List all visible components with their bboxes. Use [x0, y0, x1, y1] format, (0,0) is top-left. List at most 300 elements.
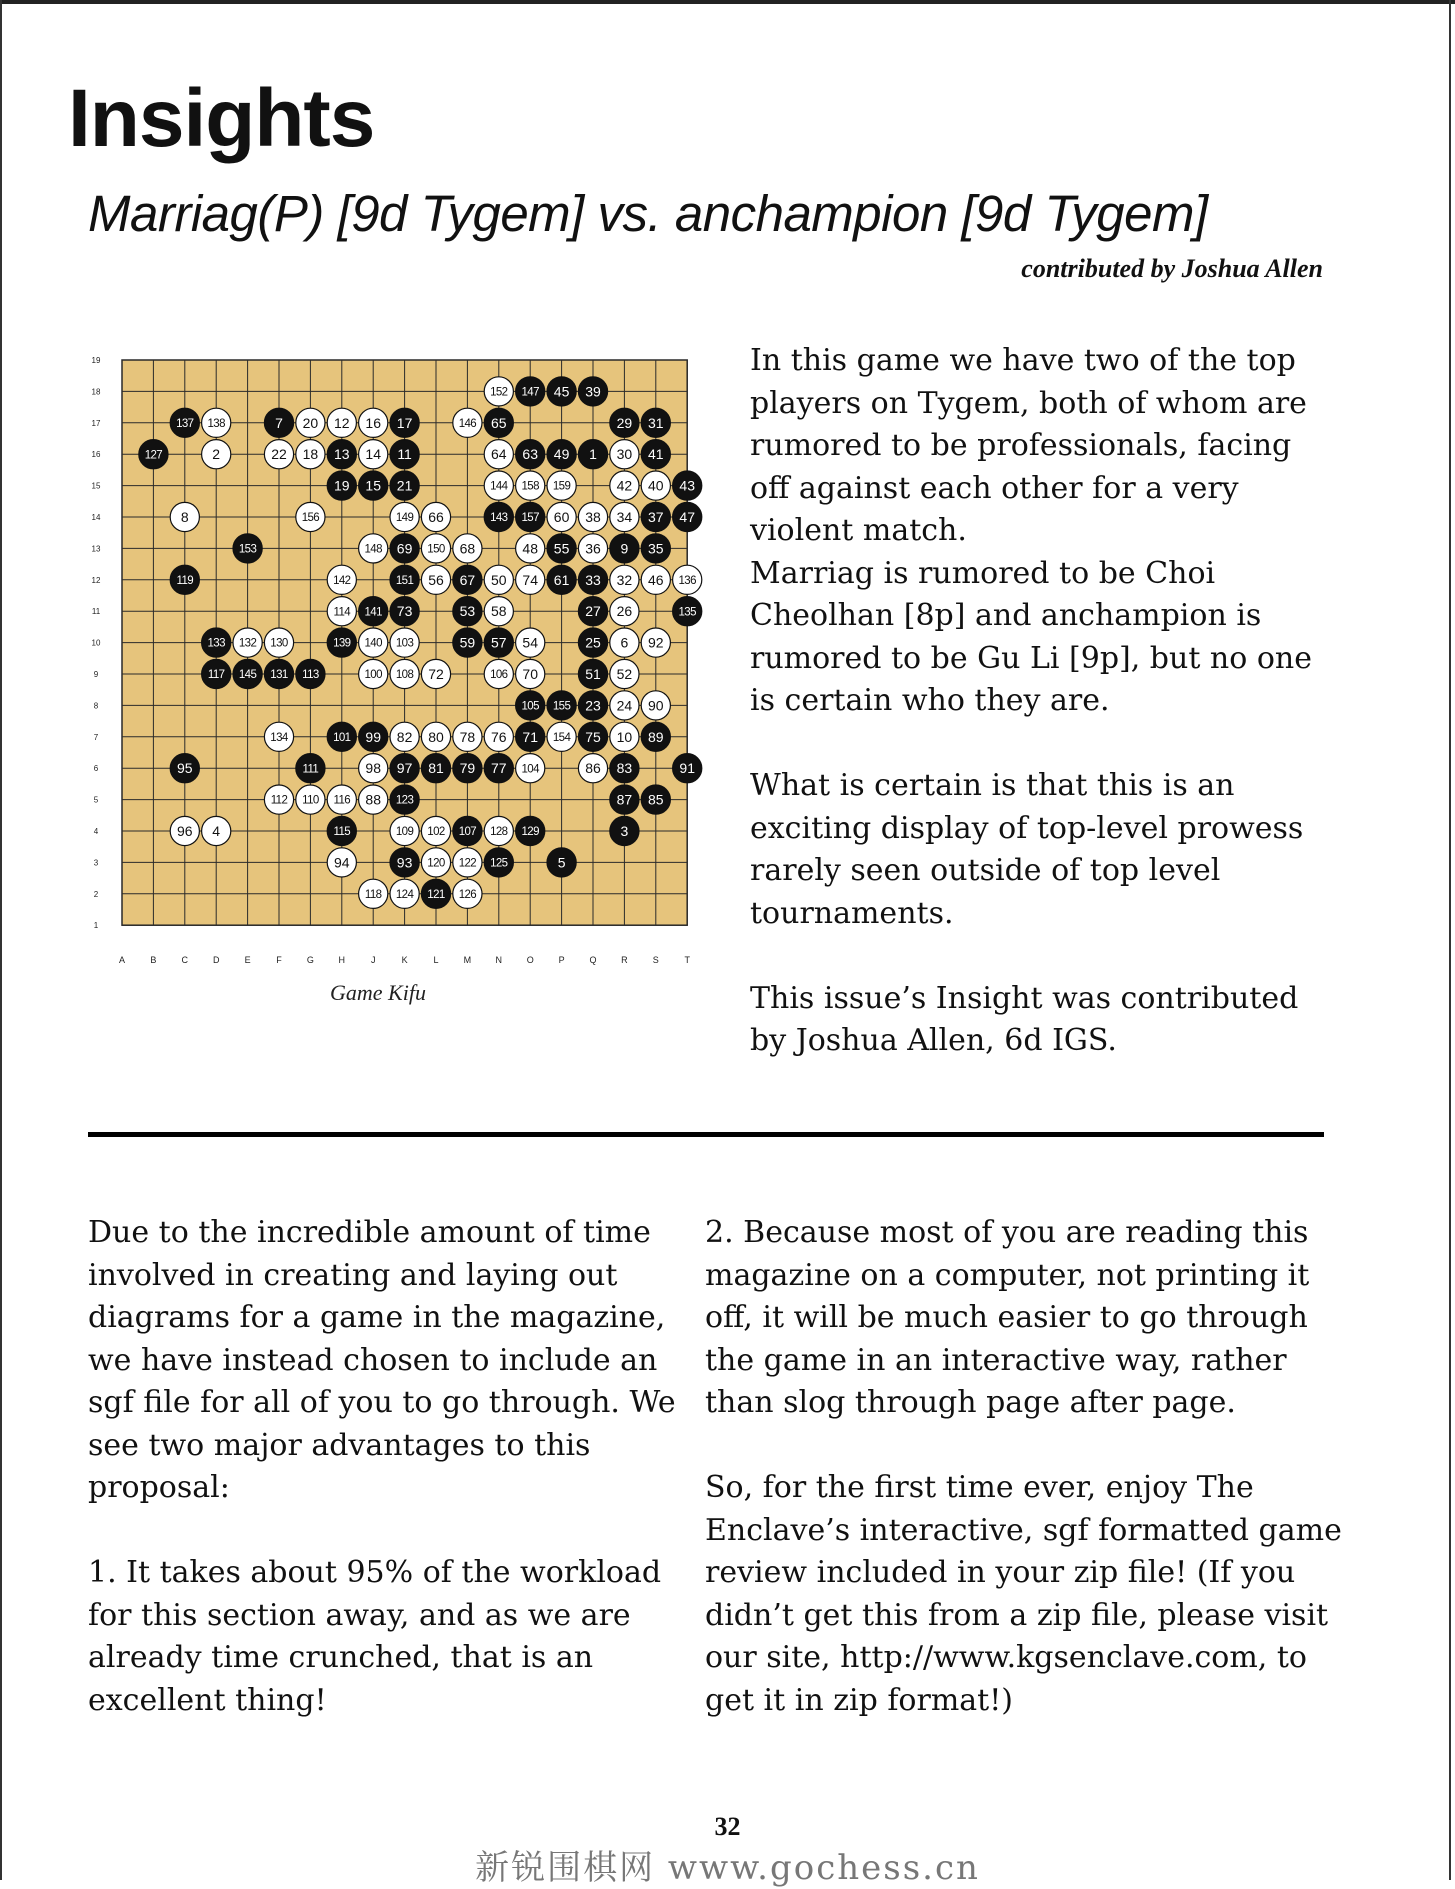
white-stone [516, 471, 545, 500]
svg-text:2: 2 [212, 446, 221, 463]
white-stone [516, 534, 545, 563]
white-stone [453, 408, 482, 437]
svg-text:129: 129 [521, 826, 539, 839]
svg-text:35: 35 [648, 540, 664, 557]
row-label: 5 [93, 795, 99, 805]
svg-text:139: 139 [333, 637, 351, 650]
black-stone [673, 754, 702, 783]
row-label: 6 [93, 764, 99, 774]
svg-text:125: 125 [490, 857, 508, 870]
black-stone [578, 597, 607, 626]
go-board-diagram [80, 345, 720, 975]
svg-text:151: 151 [395, 574, 414, 587]
white-stone [610, 722, 639, 751]
row-label: 10 [91, 638, 101, 648]
svg-text:26: 26 [616, 603, 633, 620]
svg-text:48: 48 [522, 540, 538, 557]
svg-text:149: 149 [395, 512, 414, 525]
white-stone [610, 565, 639, 594]
row-label: 11 [91, 607, 101, 617]
black-stone [327, 471, 356, 500]
svg-text:145: 145 [238, 669, 257, 682]
svg-text:6: 6 [620, 634, 629, 651]
svg-text:128: 128 [490, 826, 508, 839]
black-stone [390, 597, 419, 626]
row-label: 16 [91, 450, 101, 460]
white-stone [233, 628, 262, 657]
svg-text:116: 116 [333, 794, 351, 807]
white-stone [390, 722, 419, 751]
body-column-right [705, 1212, 1345, 1722]
row-label: 18 [91, 387, 101, 397]
white-stone [578, 754, 607, 783]
column-label: C [181, 955, 189, 966]
white-stone [202, 440, 231, 469]
white-stone [453, 722, 482, 751]
svg-text:52: 52 [616, 666, 633, 683]
svg-text:152: 152 [490, 386, 508, 399]
black-stone [233, 659, 262, 688]
svg-text:143: 143 [490, 512, 508, 525]
white-stone [641, 565, 670, 594]
white-stone [327, 785, 356, 814]
white-stone [421, 534, 450, 563]
svg-text:41: 41 [648, 446, 664, 463]
svg-text:8: 8 [180, 509, 189, 526]
row-label: 19 [91, 356, 101, 365]
white-stone [327, 597, 356, 626]
column-label: Q [589, 955, 597, 966]
black-stone [359, 471, 388, 500]
svg-text:105: 105 [521, 700, 539, 713]
svg-text:98: 98 [365, 760, 381, 777]
white-stone [578, 502, 607, 531]
svg-text:73: 73 [396, 603, 413, 620]
svg-text:110: 110 [302, 794, 319, 807]
black-stone [390, 848, 419, 877]
svg-text:120: 120 [427, 857, 445, 870]
svg-text:153: 153 [238, 543, 257, 556]
svg-text:96: 96 [177, 823, 193, 840]
svg-text:53: 53 [459, 603, 476, 620]
svg-text:22: 22 [271, 446, 287, 463]
svg-text:154: 154 [552, 731, 571, 744]
column-label: P [558, 955, 565, 966]
black-stone [296, 659, 325, 688]
white-stone [359, 534, 388, 563]
svg-text:51: 51 [585, 666, 601, 683]
column-label: O [526, 955, 534, 966]
svg-text:86: 86 [585, 760, 601, 777]
black-stone [453, 816, 482, 845]
svg-text:100: 100 [364, 669, 382, 682]
svg-text:106: 106 [490, 669, 508, 682]
svg-text:89: 89 [648, 728, 664, 745]
svg-text:83: 83 [616, 760, 633, 777]
white-stone [547, 722, 576, 751]
black-stone [547, 565, 576, 594]
white-stone [421, 659, 450, 688]
svg-text:91: 91 [679, 760, 695, 777]
svg-text:147: 147 [521, 386, 539, 399]
svg-text:32: 32 [616, 571, 633, 588]
svg-text:107: 107 [458, 826, 477, 839]
white-stone [484, 471, 513, 500]
row-label: 12 [91, 575, 101, 585]
white-stone [390, 628, 419, 657]
svg-text:88: 88 [365, 791, 381, 808]
black-stone [421, 879, 450, 908]
svg-text:137: 137 [176, 417, 194, 430]
black-stone [390, 565, 419, 594]
black-stone [641, 502, 670, 531]
page-number: 32 [714, 1812, 741, 1841]
row-label: 13 [91, 544, 101, 554]
svg-text:30: 30 [616, 446, 633, 463]
svg-text:33: 33 [585, 571, 601, 588]
board-caption: Game Kifu [330, 980, 426, 1005]
svg-text:67: 67 [459, 571, 476, 588]
black-stone [610, 408, 639, 437]
black-stone [578, 377, 607, 406]
black-stone [547, 848, 576, 877]
white-stone [484, 377, 513, 406]
column-label: E [244, 955, 251, 966]
white-stone [390, 502, 419, 531]
svg-text:76: 76 [491, 728, 507, 745]
body-paragraph-4: So, for the first time ever, enjoy The Enclave’s interactive, sgf formatted game review included in your zip file! (If you didn’t get this from a zip file, please visit our site, http://www.kgsenclave.com, to get it in zip format!) [705, 1470, 1342, 1718]
column-label: L [433, 955, 439, 966]
svg-text:92: 92 [648, 634, 664, 651]
black-stone [202, 628, 231, 657]
svg-text:156: 156 [301, 512, 320, 525]
column-label: M [463, 955, 472, 966]
white-stone [421, 816, 450, 845]
black-stone [390, 408, 419, 437]
svg-text:93: 93 [396, 854, 413, 871]
svg-text:46: 46 [648, 571, 664, 588]
svg-text:119: 119 [176, 574, 194, 587]
svg-text:141: 141 [364, 606, 382, 619]
svg-text:7: 7 [275, 414, 283, 431]
black-stone [390, 785, 419, 814]
black-stone [327, 628, 356, 657]
white-stone [296, 440, 325, 469]
black-stone [610, 816, 639, 845]
svg-text:16: 16 [365, 414, 381, 431]
svg-text:34: 34 [616, 509, 633, 526]
svg-text:122: 122 [458, 857, 477, 870]
svg-text:126: 126 [458, 888, 477, 901]
svg-text:115: 115 [333, 826, 351, 839]
svg-text:121: 121 [427, 888, 445, 901]
row-label: 8 [93, 701, 99, 711]
svg-text:99: 99 [365, 728, 381, 745]
black-stone [578, 565, 607, 594]
white-stone [610, 659, 639, 688]
svg-text:40: 40 [648, 477, 664, 494]
svg-text:42: 42 [616, 477, 633, 494]
svg-text:66: 66 [428, 509, 444, 526]
white-stone [641, 691, 670, 720]
intro-text [750, 340, 1335, 1063]
svg-text:9: 9 [620, 540, 629, 557]
black-stone [516, 816, 545, 845]
svg-text:82: 82 [396, 728, 413, 745]
white-stone [264, 722, 293, 751]
white-stone [421, 848, 450, 877]
white-stone [359, 440, 388, 469]
right-border [1449, 0, 1451, 1880]
svg-text:132: 132 [238, 637, 257, 650]
black-stone [296, 754, 325, 783]
svg-text:36: 36 [585, 540, 601, 557]
svg-text:60: 60 [553, 509, 570, 526]
svg-text:118: 118 [364, 888, 382, 901]
black-stone [484, 754, 513, 783]
white-stone [359, 879, 388, 908]
section-divider [88, 1132, 1324, 1137]
column-label: A [118, 955, 126, 966]
black-stone [578, 659, 607, 688]
white-stone [484, 816, 513, 845]
white-stone [516, 565, 545, 594]
svg-text:130: 130 [270, 637, 288, 650]
svg-text:79: 79 [459, 760, 476, 777]
black-stone [578, 440, 607, 469]
svg-text:55: 55 [553, 540, 570, 557]
svg-text:78: 78 [459, 728, 476, 745]
svg-text:148: 148 [364, 543, 382, 556]
black-stone [516, 691, 545, 720]
svg-text:24: 24 [616, 697, 633, 714]
white-stone [202, 408, 231, 437]
svg-text:29: 29 [616, 414, 633, 431]
black-stone [641, 408, 670, 437]
intro-paragraph-4: This issue’s Insight was contributed by Joshua Allen, 6d IGS. [750, 980, 1299, 1058]
white-stone [641, 628, 670, 657]
svg-text:135: 135 [678, 606, 696, 619]
black-stone [547, 691, 576, 720]
svg-text:3: 3 [620, 823, 629, 840]
white-stone [264, 628, 293, 657]
svg-text:61: 61 [553, 571, 570, 588]
svg-text:23: 23 [585, 697, 601, 714]
white-stone [516, 754, 545, 783]
svg-text:43: 43 [679, 477, 695, 494]
row-label: 4 [93, 827, 99, 836]
black-stone [610, 785, 639, 814]
body-paragraph-1: Due to the incredible amount of time involved in creating and laying out diagrams for a game in the magazine, we have instead chosen to include an sgf file for all of you to go through. We see two major advantages to this proposal: [88, 1215, 676, 1505]
svg-text:68: 68 [459, 540, 476, 557]
row-label: 17 [91, 418, 101, 428]
white-stone [641, 471, 670, 500]
svg-text:134: 134 [270, 731, 288, 744]
svg-text:104: 104 [521, 763, 539, 776]
svg-text:75: 75 [585, 728, 601, 745]
svg-text:39: 39 [585, 383, 601, 400]
black-stone [390, 440, 419, 469]
left-border [0, 0, 2, 1880]
svg-text:133: 133 [207, 637, 225, 650]
black-stone [578, 722, 607, 751]
white-stone [296, 408, 325, 437]
svg-text:47: 47 [679, 509, 695, 526]
black-stone [453, 754, 482, 783]
svg-text:103: 103 [395, 637, 414, 650]
black-stone [516, 502, 545, 531]
svg-text:59: 59 [459, 634, 476, 651]
black-stone [516, 377, 545, 406]
svg-text:111: 111 [302, 763, 319, 776]
white-stone [390, 879, 419, 908]
intro-paragraph-3: What is certain is that this is an exciting display of top-level prowess rarely seen outside of top level tournaments. [750, 768, 1304, 931]
black-stone [390, 471, 419, 500]
svg-text:49: 49 [553, 446, 570, 463]
black-stone [578, 691, 607, 720]
svg-text:15: 15 [365, 477, 381, 494]
black-stone [233, 534, 262, 563]
black-stone [327, 722, 356, 751]
svg-text:12: 12 [334, 414, 350, 431]
svg-text:57: 57 [491, 634, 507, 651]
white-stone [484, 659, 513, 688]
svg-text:58: 58 [491, 603, 507, 620]
row-label: 14 [91, 513, 101, 522]
white-stone [610, 628, 639, 657]
white-stone [484, 597, 513, 626]
intro-paragraph-2: Marriag is rumored to be Choi Cheolhan [8p] and anchampion is rumored to be Gu Li [9p], but no one is certain who they are. [750, 555, 1312, 718]
svg-text:1: 1 [589, 446, 597, 463]
svg-text:150: 150 [427, 543, 445, 556]
body-paragraph-2: 1. It takes about 95% of the workload for this section away, and as we are already time crunched, that is an excellent thing! [88, 1555, 662, 1718]
svg-text:81: 81 [428, 760, 444, 777]
svg-text:19: 19 [334, 477, 350, 494]
black-stone [390, 754, 419, 783]
intro-paragraph-1: In this game we have two of the top players on Tygem, both of whom are rumored to be professionals, facing off against each other for a very violent match. [750, 343, 1307, 548]
svg-text:142: 142 [333, 574, 351, 587]
svg-text:56: 56 [428, 571, 444, 588]
black-stone [327, 440, 356, 469]
svg-text:144: 144 [490, 480, 508, 493]
white-stone [516, 659, 545, 688]
row-label: 2 [93, 889, 99, 899]
svg-text:64: 64 [491, 446, 507, 463]
black-stone [170, 565, 199, 594]
row-label: 3 [93, 858, 99, 868]
svg-text:124: 124 [395, 888, 414, 901]
white-stone [610, 502, 639, 531]
black-stone [453, 628, 482, 657]
svg-text:21: 21 [396, 477, 413, 494]
white-stone [610, 691, 639, 720]
svg-text:11: 11 [397, 446, 412, 463]
row-label: 9 [93, 670, 99, 679]
svg-text:50: 50 [491, 571, 507, 588]
black-stone [264, 659, 293, 688]
column-label: J [370, 955, 376, 966]
white-stone [170, 816, 199, 845]
black-stone [673, 471, 702, 500]
svg-text:131: 131 [270, 669, 288, 682]
svg-text:45: 45 [553, 383, 570, 400]
svg-text:70: 70 [522, 666, 538, 683]
white-stone [547, 471, 576, 500]
black-stone [421, 754, 450, 783]
svg-text:69: 69 [396, 540, 413, 557]
white-stone [516, 628, 545, 657]
top-border [0, 0, 1455, 4]
white-stone [610, 471, 639, 500]
black-stone [547, 377, 576, 406]
body-column-left [88, 1212, 688, 1722]
svg-text:77: 77 [491, 760, 507, 777]
svg-text:136: 136 [678, 574, 696, 587]
white-stone [453, 879, 482, 908]
white-stone [390, 659, 419, 688]
black-stone [516, 722, 545, 751]
column-label: K [401, 955, 408, 966]
page-title: Insights [68, 73, 375, 164]
column-label: T [684, 955, 690, 966]
svg-text:85: 85 [648, 791, 664, 808]
white-stone [453, 534, 482, 563]
svg-text:97: 97 [396, 760, 413, 777]
white-stone [484, 440, 513, 469]
svg-text:20: 20 [302, 414, 319, 431]
svg-text:17: 17 [396, 414, 413, 431]
column-label: D [212, 955, 220, 966]
white-stone [327, 408, 356, 437]
svg-text:71: 71 [522, 728, 538, 745]
black-stone [327, 816, 356, 845]
black-stone [453, 597, 482, 626]
svg-text:157: 157 [521, 512, 539, 525]
svg-text:113: 113 [302, 669, 319, 682]
column-label: F [276, 955, 282, 966]
svg-text:10: 10 [616, 728, 633, 745]
column-label: N [495, 955, 503, 966]
svg-text:54: 54 [522, 634, 538, 651]
white-stone [327, 848, 356, 877]
watermark: 新锐围棋网 www.gochess.cn [475, 1848, 980, 1888]
svg-text:138: 138 [207, 417, 225, 430]
svg-text:127: 127 [144, 449, 163, 462]
white-stone [359, 408, 388, 437]
svg-text:80: 80 [428, 728, 444, 745]
black-stone [641, 722, 670, 751]
black-stone [139, 440, 168, 469]
svg-text:159: 159 [552, 480, 571, 493]
svg-text:146: 146 [458, 417, 477, 430]
white-stone [390, 816, 419, 845]
column-label: S [652, 955, 659, 966]
black-stone [578, 628, 607, 657]
white-stone [421, 565, 450, 594]
svg-text:108: 108 [395, 669, 414, 682]
black-stone [484, 408, 513, 437]
row-label: 15 [91, 481, 101, 491]
white-stone [170, 502, 199, 531]
svg-text:155: 155 [552, 700, 571, 713]
white-stone [484, 565, 513, 594]
white-stone [296, 502, 325, 531]
white-stone [421, 722, 450, 751]
black-stone [170, 754, 199, 783]
svg-text:94: 94 [334, 854, 350, 871]
svg-text:14: 14 [365, 446, 381, 463]
white-stone [578, 534, 607, 563]
